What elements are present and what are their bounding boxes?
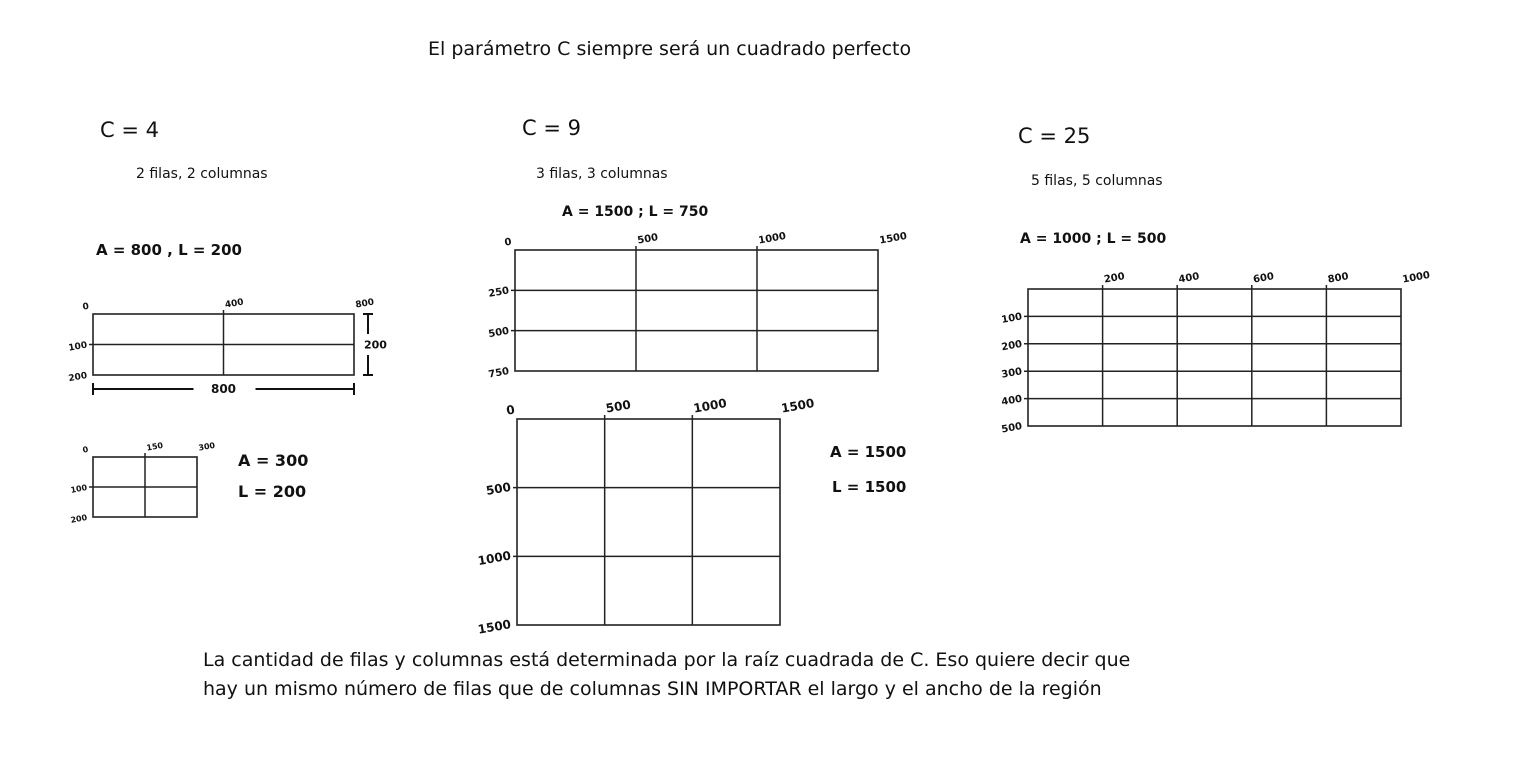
y-tick-label: 1500 [476, 617, 513, 637]
y-tick-label: 400 [1000, 393, 1024, 409]
c9-subtitle: 3 filas, 3 columnas [536, 166, 668, 182]
y-tick-label: 1000 [476, 548, 513, 569]
y-tick-label: 200 [1000, 338, 1024, 354]
x-tick-label: 600 [1252, 271, 1275, 286]
y-tick-label: 500 [1000, 421, 1024, 436]
c25-subtitle: 5 filas, 5 columnas [1031, 173, 1163, 189]
x-tick-label: 0 [505, 402, 516, 418]
c25-dims: A = 1000 ; L = 500 [1020, 231, 1167, 247]
x-tick-label: 0 [81, 444, 89, 455]
x-tick-label: 200 [1103, 271, 1126, 286]
width-label: 800 [210, 382, 237, 396]
x-tick-label: 300 [197, 440, 216, 453]
y-tick-label: 200 [67, 371, 89, 385]
x-tick-label: 400 [1177, 271, 1201, 286]
x-tick-label: 800 [354, 297, 376, 311]
c25-label: C = 25 [1018, 124, 1091, 148]
y-tick-label: 100 [69, 483, 88, 495]
grid-border [1028, 289, 1401, 426]
c4-small-a: A = 300 [238, 451, 309, 470]
c4-dims: A = 800 , L = 200 [96, 241, 242, 259]
c9-large-a: A = 1500 [830, 443, 907, 461]
x-tick-label: 0 [81, 301, 90, 313]
footer-line-2: hay un mismo número de filas que de columnas SIN IMPORTAR el largo y el ancho de la región [203, 678, 1102, 700]
c4-small-l: L = 200 [238, 482, 307, 501]
y-tick-label: 100 [1000, 311, 1024, 326]
footer-line-1: La cantidad de filas y columnas está determinada por la raíz cuadrada de C. Eso quiere decir que [203, 649, 1131, 671]
c4-subtitle: 2 filas, 2 columnas [136, 166, 268, 182]
y-tick-label: 750 [487, 366, 511, 381]
footer-note [203, 646, 1130, 704]
x-tick-label: 150 [145, 440, 164, 453]
x-tick-label: 1500 [878, 230, 908, 247]
grid-border [515, 250, 878, 371]
height-label: 200 [364, 338, 387, 352]
x-tick-label: 400 [224, 297, 245, 311]
c4-label: C = 4 [100, 118, 159, 142]
c9-label: C = 9 [522, 116, 581, 140]
x-tick-label: 1000 [757, 230, 787, 247]
y-tick-label: 200 [69, 513, 88, 525]
y-tick-label: 100 [67, 340, 89, 354]
y-tick-label: 250 [487, 285, 511, 300]
x-tick-label: 1500 [780, 396, 816, 416]
x-tick-label: 800 [1326, 271, 1350, 286]
y-tick-label: 500 [484, 479, 513, 498]
grid-border [517, 419, 780, 625]
y-tick-label: 500 [487, 325, 511, 341]
x-tick-label: 1000 [1401, 269, 1431, 286]
diagram-title: El parámetro C siempre será un cuadrado perfecto [428, 38, 912, 60]
x-tick-label: 500 [604, 397, 632, 416]
y-tick-label: 300 [1000, 366, 1024, 381]
c9-dims: A = 1500 ; L = 750 [562, 204, 709, 220]
c9-large-l: L = 1500 [832, 478, 907, 496]
x-tick-label: 500 [636, 232, 660, 247]
x-tick-label: 0 [503, 236, 513, 249]
x-tick-label: 1000 [692, 396, 728, 416]
